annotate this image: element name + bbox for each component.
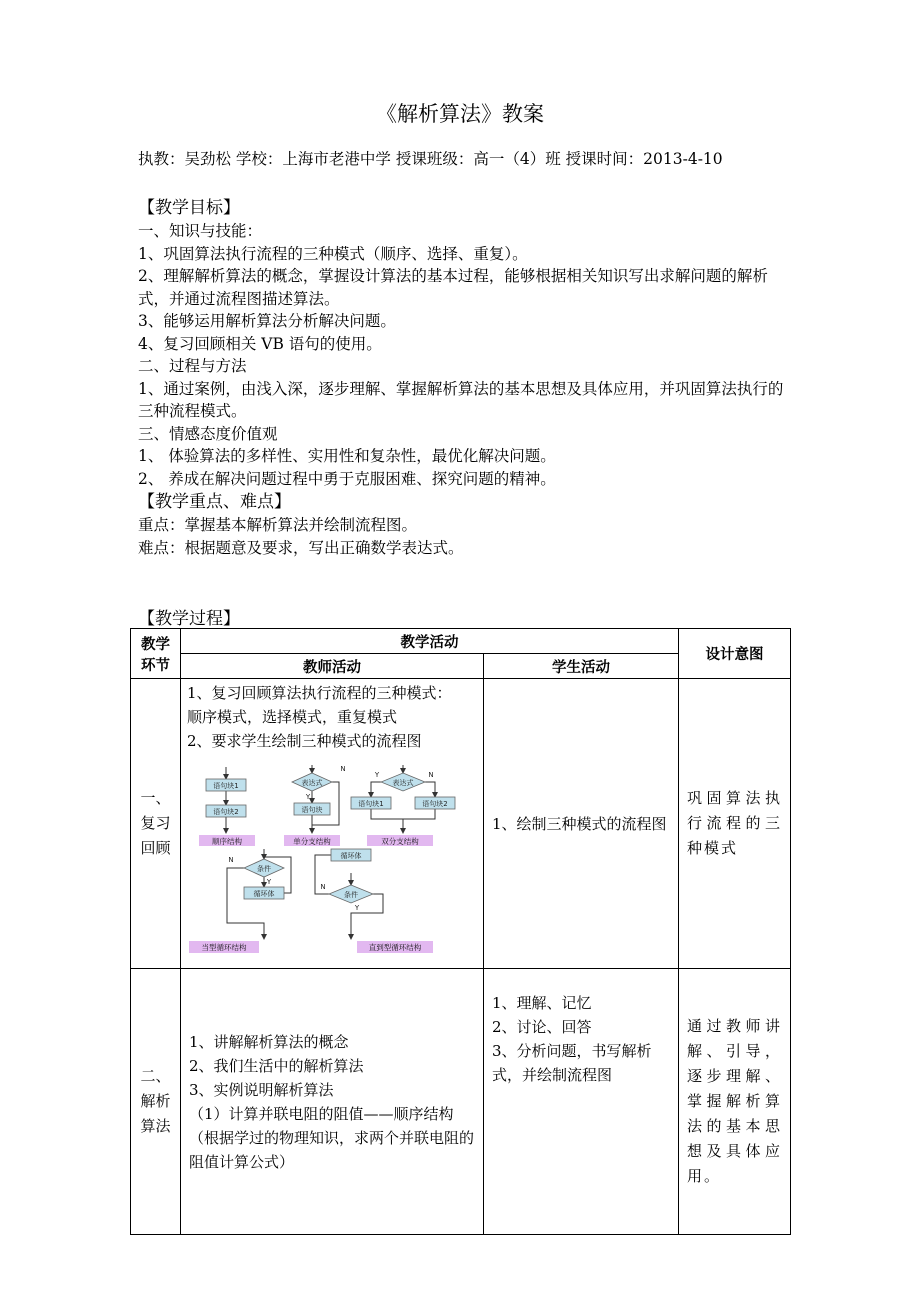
stage-line: 回顾	[140, 839, 171, 857]
process-heading: 【教学过程】	[138, 609, 240, 629]
single-n-label: N	[340, 765, 346, 773]
intent-cell	[679, 969, 791, 1235]
stage-line: 复习	[140, 814, 171, 832]
objective-k3: 3、能够运用解析算法分析解决问题。	[138, 312, 396, 330]
table-row	[131, 969, 791, 1235]
double-caption: 双分支结构	[381, 837, 419, 846]
student-cell	[484, 969, 679, 1235]
until-caption: 直到型循环结构	[368, 943, 422, 952]
teacher-line: （1）计算并联电阻的阻值——顺序结构	[189, 1104, 454, 1123]
stage-line: 解析	[140, 1092, 171, 1110]
intent-text: 通过教师讲解、引导，逐步理解、掌握解析算法的基本思想及具体应用。	[687, 1017, 782, 1185]
double-stmt1-label: 语句块1	[358, 800, 384, 808]
objective-p1: 1、通过案例，由浅入深，逐步理解、掌握解析算法的基本思想及具体应用，并巩固算法执行的三种流程模式。	[138, 379, 784, 420]
seq-stmt2-label: 语句块2	[213, 808, 239, 816]
double-expr-label: 表达式	[392, 779, 414, 787]
objectives-heading: 【教学目标】	[138, 198, 240, 218]
teacher-line: 3、实例说明解析算法	[189, 1080, 334, 1099]
stage-line: 算法	[140, 1117, 171, 1135]
intent-text: 巩固算法执行流程的三种模式	[687, 789, 782, 857]
double-n-label: N	[428, 771, 434, 779]
seq-caption: 顺序结构	[212, 837, 242, 846]
header-stage-line1: 教学	[141, 636, 170, 653]
objectives-sub2: 二、过程与方法	[138, 357, 247, 375]
header-intent: 设计意图	[679, 629, 791, 679]
double-stmt2-label: 语句块2	[422, 800, 448, 808]
teacher-line: 1、复习回顾算法执行流程的三种模式：	[187, 684, 452, 702]
single-stmt-label: 语句块	[301, 806, 323, 814]
teacher-line: 2、要求学生绘制三种模式的流程图	[187, 732, 422, 750]
objectives-section	[138, 196, 786, 559]
stage-line: 一、	[140, 789, 171, 807]
while-cond-label: 条件	[257, 865, 271, 873]
single-caption: 单分支结构	[293, 837, 331, 846]
teacher-cell	[181, 679, 484, 969]
seq-stmt1-label: 语句块1	[213, 782, 239, 790]
while-n-label: N	[228, 856, 234, 864]
keypoint-difficulty: 难点：根据题意及要求，写出正确数学表达式。	[138, 538, 464, 557]
until-body-label: 循环体	[340, 852, 362, 860]
until-cond-label: 条件	[344, 891, 358, 899]
teacher-line: （根据学过的物理知识，求两个并联电阻的阻值计算公式）	[189, 1128, 475, 1171]
header-activity: 教学活动	[181, 629, 679, 654]
objective-k2: 2、理解解析算法的概念，掌握设计算法的基本过程，能够根据相关知识写出求解问题的解析式，并通过流程图描述算法。	[138, 267, 768, 308]
objective-k1: 1、巩固算法执行流程的三种模式（顺序、选择、重复）。	[138, 244, 528, 263]
document-title: 《解析算法》教案	[376, 102, 544, 126]
stage-cell	[131, 679, 181, 969]
teacher-line: 2、我们生活中的解析算法	[189, 1056, 364, 1075]
student-line: 1、绘制三种模式的流程图	[492, 814, 667, 833]
objective-k4: 4、复习回顾相关 VB 语句的使用。	[138, 334, 382, 353]
until-y-label: Y	[354, 904, 360, 912]
header-student: 学生活动	[484, 654, 679, 679]
process-table	[130, 628, 791, 1235]
objectives-sub1: 一、知识与技能：	[138, 222, 263, 240]
while-y-label: Y	[266, 878, 272, 886]
document-meta: 执教：吴劲松 学校：上海市老港中学 授课班级：高一（4）班 授课时间：2013-4-10	[138, 150, 723, 168]
until-n-label: N	[320, 883, 326, 891]
stage-cell	[131, 969, 181, 1235]
objective-e1: 1、 体验算法的多样性、实用性和复杂性，最优化解决问题。	[138, 447, 556, 465]
table-row	[131, 679, 791, 969]
while-body-label: 循环体	[253, 890, 275, 898]
header-teacher: 教师活动	[181, 654, 484, 679]
single-expr-label: 表达式	[301, 779, 323, 787]
flowchart-figure	[187, 763, 477, 963]
single-y-label: Y	[305, 793, 311, 801]
while-caption: 当型循环结构	[201, 943, 247, 952]
keypoint-focus: 重点：掌握基本解析算法并绘制流程图。	[138, 516, 418, 534]
stage-line: 二、	[140, 1067, 171, 1085]
header-stage	[131, 629, 181, 679]
student-line: 3、分析问题，书写解析式，并绘制流程图	[492, 1042, 652, 1084]
keypoints-heading: 【教学重点、难点】	[138, 492, 291, 512]
teacher-line: 顺序模式，选择模式，重复模式	[187, 708, 398, 726]
double-y-label: Y	[374, 771, 380, 779]
student-cell	[484, 679, 679, 969]
objective-e2: 2、 养成在解决问题过程中勇于克服困难、探究问题的精神。	[138, 469, 556, 488]
objectives-sub3: 三、情感态度价值观	[138, 424, 278, 443]
header-stage-line2: 环节	[141, 657, 170, 674]
teacher-cell	[181, 969, 484, 1235]
teacher-line: 1、讲解解析算法的概念	[189, 1032, 349, 1051]
student-line: 1、理解、记忆	[492, 994, 592, 1012]
student-line: 2、讨论、回答	[492, 1018, 592, 1036]
intent-cell	[679, 679, 791, 969]
